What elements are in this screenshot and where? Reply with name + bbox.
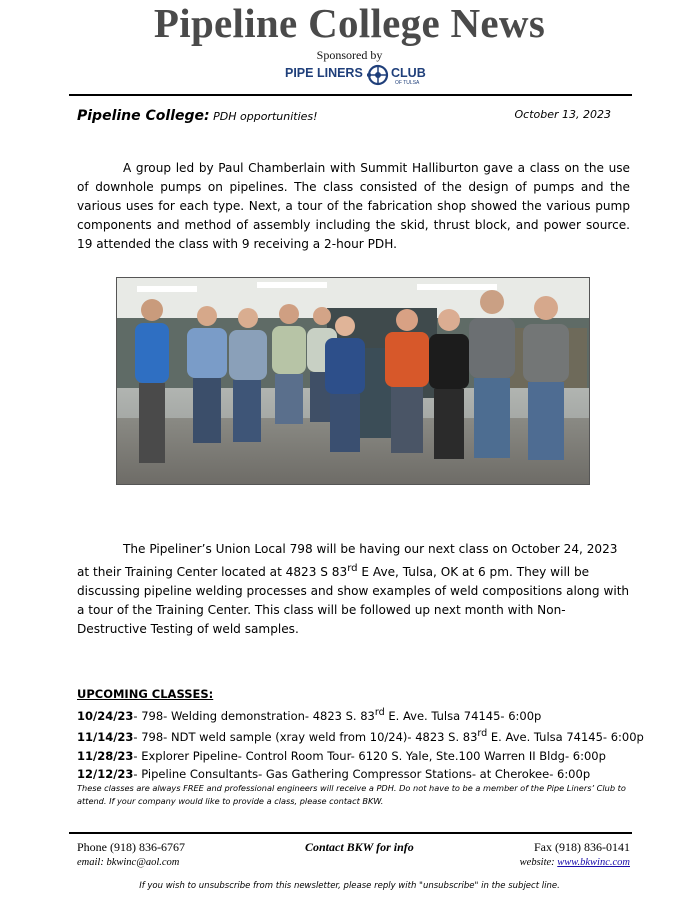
footer-contact-right [520,840,630,868]
class-ordinal: rd [374,707,385,718]
issue-date: October 13, 2023 [514,108,611,121]
group-photo-illustration [117,278,590,485]
upcoming-classes-heading: UPCOMING CLASSES: [77,687,214,701]
article-paragraph-2 [77,540,630,639]
paragraph-2-text-b: E Ave, Tulsa, OK at 6 pm. They will be discussing pipeline welding processes and show examples of weld compositions along with a tour of the Training Center. This class will be followed up next month with Non-Destructive Testing of weld samples. [77,565,630,637]
upcoming-classes-list [77,704,657,784]
article-headline [77,105,617,127]
newsletter-title: Pipeline College News [153,0,546,46]
paragraph-2-ordinal: rd [347,563,358,574]
class-date: 12/12/23 [77,767,134,782]
website-line [520,857,630,868]
group-photo [116,277,590,485]
logo-text-left: PIPE LINERS [285,66,363,80]
class-desc-b: E. Ave. Tulsa 74145- 6:00p [384,708,542,723]
footer-contact-left [77,840,185,868]
logo-text-right: CLUB [391,66,426,80]
class-date: 11/28/23 [77,748,134,763]
unsubscribe-note: If you wish to unsubscribe from this newsletter, please reply with "unsubscribe" in the subject line. [139,881,560,891]
class-item [77,765,657,784]
class-date: 10/24/23 [77,708,134,723]
headline-sub: PDH opportunities! [209,110,318,123]
class-ordinal: rd [477,728,488,740]
class-desc-a: - Pipeline Consultants- Gas Gathering Compressor Stations- at Cherokee- 6:00p [133,767,591,782]
class-item [77,747,657,766]
valve-wheel-icon [367,64,389,86]
pipe-liners-club-logo [285,64,431,88]
headline-main: Pipeline College: [77,108,210,124]
class-item [77,725,657,746]
email-address: email: bkwinc@aol.com [77,857,180,868]
class-item [77,704,657,725]
website-label: website: [519,857,558,868]
paragraph-2-text-a: The Pipeliner’s Union Local 798 will be having our next class on October 24, 2023 at their Training Center located at 4823 S 83 [77,542,618,580]
sponsored-by-label: Sponsored by [316,48,383,62]
class-desc-a: - 798- NDT weld sample (xray weld from 10/24)- 4823 S. 83 [133,730,478,745]
class-desc-a: - 798- Welding demonstration- 4823 S. 83 [133,708,375,723]
fax-number: Fax (918) 836-0141 [534,840,630,854]
phone-number: Phone (918) 836-6767 [77,840,185,854]
classes-note: These classes are always FREE and professional engineers will receive a PDH. Do not have to be a member of the Pipe Liners’ Club to attend. If your company would like to provide a class, please contact BKW. [77,783,626,806]
contact-bkw-label: Contact BKW for info [305,840,414,854]
website-link[interactable]: www.bkwinc.com [557,857,630,868]
top-divider [69,94,632,96]
footer-divider [69,832,632,834]
logo-subtext: OF TULSA [395,80,420,86]
class-date: 11/14/23 [77,730,134,745]
class-desc-a: - Explorer Pipeline- Control Room Tour- 6120 S. Yale, Ste.100 Warren II Bldg- 6:00p [133,748,606,763]
article-paragraph-1: A group led by Paul Chamberlain with Summit Halliburton gave a class on the use of downhole pumps on pipelines. The class consisted of the design of pumps and the various uses for each type. Next, a tour of the fabrication shop showed the various pump components and method of assembly including the skid, thrust block, and power source. 19 attended the class with 9 receiving a 2-hour PDH. [77,161,630,251]
class-desc-b: E. Ave. Tulsa 74145- 6:00p [487,730,644,745]
